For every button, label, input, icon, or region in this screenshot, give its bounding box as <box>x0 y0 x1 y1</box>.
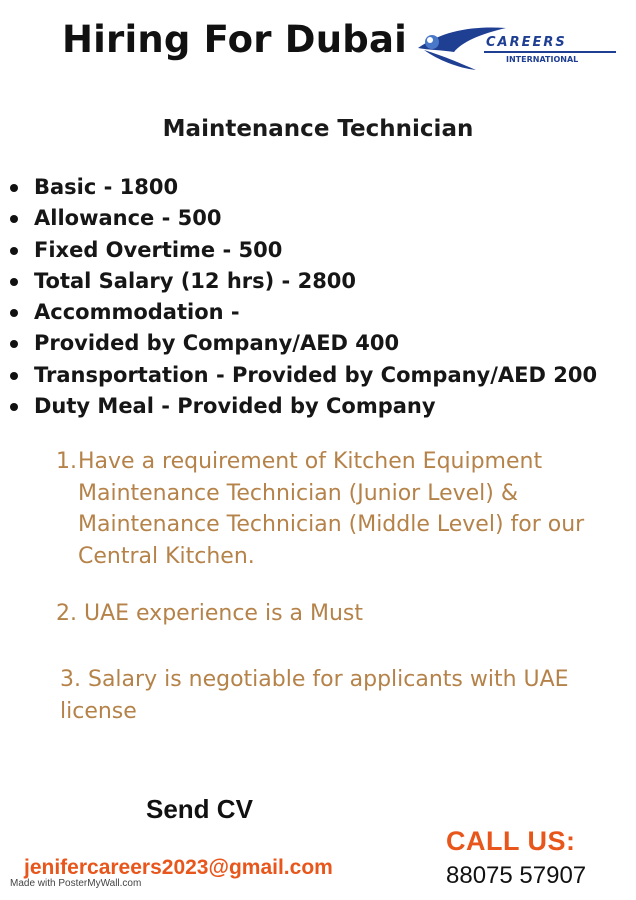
contact-email[interactable]: jenifercareers2023@gmail.com <box>24 856 333 879</box>
bullet-icon <box>10 215 18 223</box>
logo-tagline: INTERNATIONAL <box>506 55 579 64</box>
benefits-list <box>10 172 597 422</box>
list-item: Total Salary (12 hrs) - 2800 <box>10 266 597 297</box>
bullet-icon <box>10 278 18 286</box>
requirement-note-3: 3. Salary is negotiable for applicants with UAE license <box>60 667 569 724</box>
job-title: Maintenance Technician <box>162 116 474 142</box>
note-text: Have a requirement of Kitchen Equipment Maintenance Technician (Junior Level) & Maintenance Technician (Middle Level) for our Central Kitchen. <box>78 449 585 569</box>
list-item: Provided by Company/AED 400 <box>10 328 597 359</box>
list-item: Accommodation - <box>10 297 597 328</box>
requirement-note-2: 2. UAE experience is a Must <box>56 601 364 626</box>
list-item: Fixed Overtime - 500 <box>10 235 597 266</box>
bullet-icon <box>10 247 18 255</box>
watermark: Made with PosterMyWall.com <box>10 878 142 889</box>
bullet-icon <box>10 309 18 317</box>
logo-name: CAREERS <box>486 35 567 50</box>
headline: Hiring For Dubai <box>62 18 407 61</box>
list-item: Transportation - Provided by Company/AED 200 <box>10 360 597 391</box>
bullet-icon <box>10 184 18 192</box>
send-cv-heading: Send CV <box>146 794 253 824</box>
requirement-note-1 <box>56 446 616 572</box>
bullet-icon <box>10 340 18 348</box>
bullet-icon <box>10 403 18 411</box>
call-us-label: CALL US: <box>446 826 576 856</box>
list-item: Basic - 1800 <box>10 172 597 203</box>
list-item: Duty Meal - Provided by Company <box>10 391 597 422</box>
contact-phone[interactable]: 88075 57907 <box>446 862 587 889</box>
list-item: Allowance - 500 <box>10 203 597 234</box>
careers-international-logo <box>414 20 620 76</box>
note-number: 1. <box>56 449 77 474</box>
bullet-icon <box>10 372 18 380</box>
